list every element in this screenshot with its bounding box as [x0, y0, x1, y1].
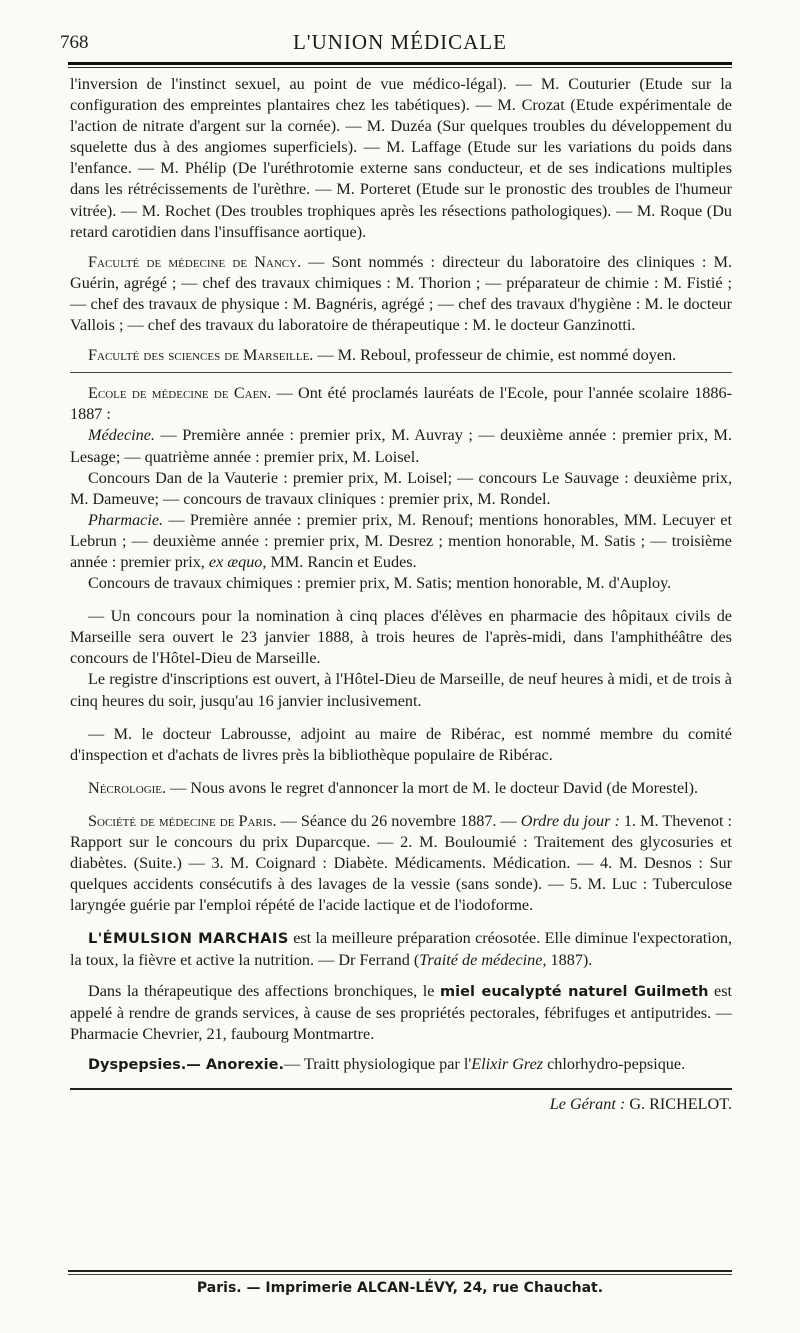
miel-text-a: Dans la thérapeutique des affections bronchiques, le: [88, 981, 441, 1000]
pharmacie-text-b: , MM. Rancin et Eudes.: [262, 552, 417, 571]
societe-heading: Société de médecine de Paris.: [88, 811, 277, 830]
ordre-du-jour: Ordre du jour :: [520, 811, 620, 830]
medecine-text: — Première année : premier prix, M. Auvray ; — deuxième année : premier prix, M. Lesage; — quatrième année : premier prix, M. Loisel.: [70, 426, 732, 466]
pharmacie-label: Pharmacie.: [88, 510, 164, 529]
page-number: 768: [60, 32, 89, 53]
dan-vauterie-paragraph: Concours Dan de la Vauterie : premier prix, M. Loisel; — concours Le Sauvage : deuxième prix, M. Dameuve; — concours de travaux cliniques : premier prix, M. Rondel.: [70, 468, 732, 508]
travaux-chimiques-paragraph: Concours de travaux chimiques : premier prix, M. Satis; mention honorable, M. d'Auploy.: [88, 574, 672, 593]
miel-brand: miel eucalypté naturel Guilmeth: [440, 983, 709, 1000]
journal-title: L'UNION MÉDICALE: [292, 30, 507, 54]
necrologie-paragraph: [70, 778, 732, 799]
elixir-name: Elixir Grez: [471, 1054, 544, 1073]
gerant-signature: [70, 1094, 732, 1115]
nancy-text: — Sont nommés : directeur du laboratoire des cliniques : M. Guérin, agrégé ; — chef des travaux chimiques : M. Thorion ; — préparateur de chimie : M. Fistié ; — chef des travaux de physique : M. Bagnéris, agrégé ; — chef des travaux d'hygiène : M. le docteur Vallois ; — chef des travaux du laboratoire de thérapeutique : M. le docteur Ganzinotti.: [70, 252, 733, 335]
header-rule-thin: [68, 67, 732, 68]
article-body: [70, 74, 732, 1115]
ex-aequo-text: ex æquo: [208, 552, 263, 571]
footer-rule-thin: [68, 1274, 732, 1275]
dyspepsies-text-a: — Traitt physiologique par l': [284, 1054, 472, 1073]
necrologie-heading: Nécrologie.: [88, 778, 167, 797]
dyspepsies-ad: [70, 1054, 732, 1076]
concours-marseille-paragraph: — Un concours pour la nomination à cinq places d'élèves en pharmacie des hôpitaux civils de Marseille sera ouvert le 23 janvier 1888, à trois heures de l'après-midi, dans l'amphithéâtre des concours de l'Hôtel-Dieu de Marseille.: [70, 607, 732, 668]
caen-heading: Ecole de médecine de Caen.: [88, 384, 272, 403]
miel-text-b: est appelé à rendre de grands services, à cause de ses propriétés pectorales, fébrifuges et antiputrides. — Pharmacie Chevrier, 21, faubourg Montmartre.: [70, 981, 732, 1043]
gerant-label: Le Gérant :: [549, 1094, 626, 1113]
marseille-text: — M. Reboul, professeur de chimie, est nommé doyen.: [313, 346, 677, 365]
dyspepsies-brand: Dyspepsies.— Anorexie.: [88, 1056, 284, 1073]
gerant-name: G. RICHELOT.: [625, 1094, 732, 1113]
nancy-heading: Faculté de médecine de Nancy.: [88, 252, 302, 271]
emulsion-text-b: , 1887).: [542, 951, 593, 970]
emulsion-ad: [70, 928, 732, 971]
caen-paragraph: [70, 383, 732, 425]
theses-list-paragraph: l'inversion de l'instinct sexuel, au point de vue médico-légal). — M. Couturier (Etude sur la configuration des empreintes plantaires chez les tabétiques). — M. Crozat (Etude expérimentale de l'action de nitrate d'argent sur la cornée). — M. Duzéa (Sur quelques troubles du développement du squelette dus à des angiomes superficiels). — M. Laffage (Etude sur les variations du poids dans l'enfance. — M. Phélip (De l'uréthrotomie externe sans conducteur, et de ses indications multiples dans les rétrécissements de l'urèthre. — M. Porteret (Etude sur le pronostic des troubles de l'humeur vitrée). — M. Rochet (Des troubles trophiques après les résections pathologiques). — M. Roque (Du retard carotidien dans l'insuffisance aortique).: [70, 75, 732, 241]
ads-rule: [70, 1088, 732, 1090]
caen-text: — Ont été proclamés lauréats de l'Ecole, pour l'année scolaire 1886-1887 :: [70, 384, 732, 424]
emulsion-text-a: est la meilleure préparation créosotée. Elle diminue l'expectoration, la toux, la fièvre et active la nutrition. — Dr Ferrand (: [70, 929, 733, 970]
emulsion-brand: L'ÉMULSION MARCHAIS: [88, 931, 289, 948]
necrologie-text: — Nous avons le regret d'annoncer la mort de M. le docteur David (de Morestel).: [166, 778, 699, 797]
marseille-heading: Faculté des sciences de Marseille.: [88, 346, 314, 365]
medecine-paragraph: [70, 425, 732, 467]
footer-rule: [68, 1270, 732, 1272]
pharmacie-paragraph: [70, 510, 732, 573]
marseille-paragraph: [70, 345, 732, 366]
registre-paragraph: Le registre d'inscriptions est ouvert, à l'Hôtel-Dieu de Marseille, de neuf heures à midi, et de trois à cinq heures du soir, jusqu'au 16 janvier inclusivement.: [70, 670, 732, 710]
societe-text-a: — Séance du 26 novembre 1887. —: [276, 811, 521, 830]
emulsion-citation: Traité de médecine: [419, 951, 543, 970]
dyspepsies-text-b: chlorhydro-pepsique.: [543, 1054, 686, 1073]
labrousse-paragraph: — M. le docteur Labrousse, adjoint au maire de Ribérac, est nommé membre du comité d'inspection et d'achats de livres près la bibliothèque populaire de Ribérac.: [70, 724, 732, 764]
nancy-paragraph: [70, 252, 732, 336]
page-header: [0, 0, 800, 62]
societe-text-b: 1. M. Thevenot : Rapport sur le concours du prix Duparcque. — 2. M. Bouloumié : Traitement des glycosuries et diabètes. (Suite.) — 3. M. Coignard : Diabète. Médicaments. Médication. — 4. M. Desnos : Sur quelques accidents consécutifs à des lavages de la vessie (sans sonde). — 5. M. Luc : Tuberculose laryngée guérie par l'emploi répété de l'acide lactique et de l'iodoforme.: [70, 811, 732, 915]
societe-paragraph: [70, 811, 732, 916]
miel-ad: [70, 981, 732, 1045]
header-rule: [68, 62, 732, 65]
pharmacie-text-a: — Première année : premier prix, M. Renouf; mentions honorables, MM. Lecuyer et Lebrun ; — deuxième année : premier prix, M. Desrez ; mention honorable, M. Satis ; — troisième année : premier prix,: [70, 510, 732, 571]
printer-line: Paris. — Imprimerie ALCAN-LÉVY, 24, rue Chauchat.: [196, 1280, 604, 1296]
medecine-label: Médecine.: [88, 426, 155, 445]
section-divider: [70, 372, 732, 373]
